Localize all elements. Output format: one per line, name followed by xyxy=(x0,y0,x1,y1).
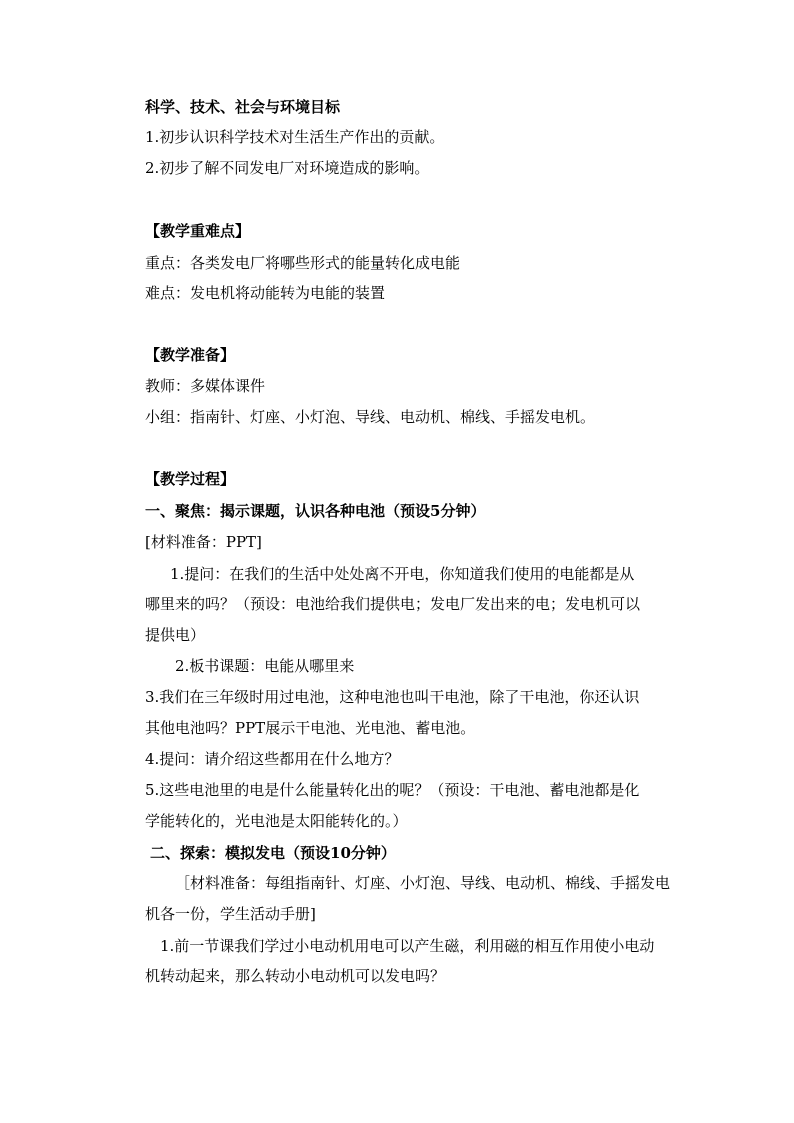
part1-materials: [材料准备：PPT] xyxy=(145,533,262,551)
part2-step1-line2: 机转动起来，那么转动小电动机可以发电吗？ xyxy=(145,967,446,985)
key-point: 重点：各类发电厂将哪些形式的能量转化成电能 xyxy=(145,254,461,272)
group-preparation: 小组：指南针、灯座、小灯泡、导线、电动机、棉线、手摇发电机。 xyxy=(145,408,596,426)
sts-goals-heading: 科学、技术、社会与环境目标 xyxy=(145,98,341,116)
difficulty-heading: 【教学重难点】 xyxy=(145,222,251,240)
part1-step1-line1: 1.提问：在我们的生活中处处离不开电，你知道我们使用的电能都是从 xyxy=(170,565,635,583)
part2-title: 二、探索：模拟发电（预设10分钟） xyxy=(150,844,396,862)
sts-goal-1: 1.初步认识科学技术对生活生产作出的贡献。 xyxy=(145,128,445,146)
part1-step5-line2: 学能转化的，光电池是太阳能转化的。） xyxy=(145,812,408,830)
part1-step1-line2: 哪里来的吗？（预设：电池给我们提供电；发电厂发出来的电；发电机可以 xyxy=(145,595,641,613)
part2-materials-line2: 机各一份，学生活动手册] xyxy=(145,905,316,923)
part1-step4: 4.提问：请介绍这些都用在什么地方？ xyxy=(145,750,400,768)
part1-step3-line1: 3.我们在三年级时用过电池，这种电池也叫干电池，除了干电池，你还认识 xyxy=(145,688,640,706)
teacher-preparation: 教师：多媒体课件 xyxy=(145,377,266,395)
part1-step3-line2: 其他电池吗？PPT展示干电池、光电池、蓄电池。 xyxy=(145,719,476,737)
part1-step5-line1: 5.这些电池里的电是什么能量转化出的呢？（预设：干电池、蓄电池都是化 xyxy=(145,781,640,799)
part1-step2: 2.板书课题：电能从哪里来 xyxy=(175,657,355,675)
process-heading: 【教学过程】 xyxy=(145,470,236,488)
part1-title: 一、聚焦：揭示课题，认识各种电池（预设5分钟） xyxy=(145,502,486,520)
sts-goal-2: 2.初步了解不同发电厂对环境造成的影响。 xyxy=(145,159,430,177)
difficult-point: 难点：发电机将动能转为电能的装置 xyxy=(145,284,386,302)
part2-materials-line1: ［材料准备：每组指南针、灯座、小灯泡、导线、电动机、棉线、手摇发电 xyxy=(175,874,671,892)
preparation-heading: 【教学准备】 xyxy=(145,346,236,364)
part1-step1-line3: 提供电） xyxy=(145,626,206,644)
part2-step1-line1: 1.前一节课我们学过小电动机用电可以产生磁，利用磁的相互作用使小电动 xyxy=(160,937,655,955)
